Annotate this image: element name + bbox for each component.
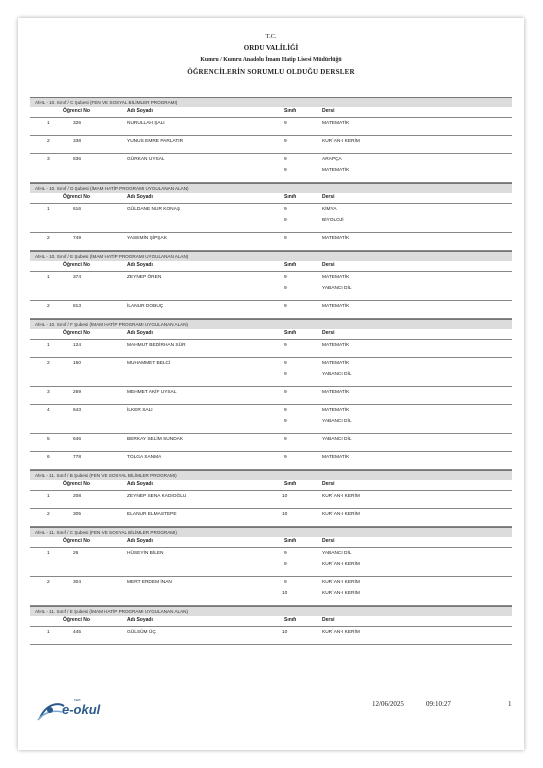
column-header-grade: Sınıfı [284,108,297,114]
page-title: ÖĞRENCİLERİN SORUMLU OLDUĞU DERSLER [187,68,355,76]
course-grade: 9 [284,551,287,556]
column-header-course: Dersi [322,538,335,544]
row-divider [30,232,512,233]
course-grade: 9 [284,580,287,585]
course-name: MATEMATİK [322,361,350,366]
course-grade: 9 [284,343,287,348]
row-divider [30,508,512,509]
student-name: GÜLDANE NUR KONAŞ [127,207,181,212]
course-name: BİYOLOJİ [322,218,344,223]
column-header-grade: Sınıfı [284,481,297,487]
row-index: 1 [47,630,50,635]
course-name: KUR`AN-I KERİM [322,562,360,567]
column-header-course: Dersi [322,330,335,336]
course-grade: 9 [284,419,287,424]
section-header: AİHL - 10. Sınıf / D Şubesi (İMAM HATİP PROGRAMI UYGULANAN ALAN) [30,183,512,193]
student-name: YASEMİN ŞİPŞAK [127,236,167,241]
course-name: YABANCI DİL [322,437,352,442]
column-header-name: Adı Soyadı [127,194,153,200]
row-divider [30,451,512,452]
section-header: AİHL - 11. Sınıf / B Şubesi (FEN VE SOSYAL BİLİMLER PROGRAMI) [30,470,512,480]
course-name: YABANCI DİL [322,372,352,377]
student-number: 749 [73,236,82,241]
student-number: 338 [73,139,82,144]
row-index: 2 [47,580,50,585]
student-name: MAHMUT BEDİRHAN SÜR [127,343,186,348]
column-header-divider [30,547,512,548]
student-number: 643 [73,408,82,413]
student-name: MERT ERDEM İNAN [127,580,172,585]
logo-caption: MEB [74,698,81,702]
column-header-divider [30,203,512,204]
course-grade: 9 [284,157,287,162]
student-number: 374 [73,275,82,280]
student-number: 778 [73,455,82,460]
student-number: 150 [73,361,82,366]
course-name: KİMYA [322,207,337,212]
student-name: MUHAMMET BELCİ [127,361,171,366]
student-number: 616 [73,207,82,212]
course-grade: 9 [284,408,287,413]
course-grade: 10 [282,591,288,596]
student-number: 305 [73,512,82,517]
course-name: YABANCI DİL [322,419,352,424]
row-index: 1 [47,551,50,556]
column-header-no: Öğrenci No [63,481,90,487]
student-number: 813 [73,304,82,309]
row-index: 2 [47,512,50,517]
column-header-divider [30,117,512,118]
student-number: 445 [73,630,82,635]
course-name: YABANCI DİL [322,551,352,556]
column-header-course: Dersi [322,194,335,200]
column-header-course: Dersi [322,481,335,487]
course-name: MATEMATİK [322,168,350,173]
e-okul-logo [36,698,106,724]
student-name: ZEYNEP ÖREN [127,275,162,280]
student-name: GÜRKAN UYSAL [127,157,165,162]
course-grade: 10 [282,630,288,635]
row-divider [30,576,512,577]
student-name: İLANUR DOBUÇ [127,304,164,309]
course-grade: 9 [284,304,287,309]
document-page [18,18,524,750]
column-header-no: Öğrenci No [63,194,90,200]
student-number: 304 [73,580,82,585]
row-index: 2 [47,139,50,144]
column-header-divider [30,490,512,491]
student-number: 326 [73,121,82,126]
section-header: AİHL - 11. Sınıf / C Şubesi (FEN VE SOSYAL BİLİMLER PROGRAMI) [30,527,512,537]
column-header-no: Öğrenci No [63,330,90,336]
column-header-row [30,193,512,202]
row-divider [30,433,512,434]
student-name: YUNUS EMRE PARLATIR [127,139,184,144]
course-grade: 9 [284,390,287,395]
column-header-course: Dersi [322,262,335,268]
student-name: NURULLAH ŞALI [127,121,165,126]
course-grade: 9 [284,168,287,173]
column-header-name: Adı Soyadı [127,538,153,544]
row-index: 1 [47,494,50,499]
course-name: KUR`AN-I KERİM [322,580,360,585]
row-divider [30,135,512,136]
row-index: 6 [47,455,50,460]
column-header-row [30,329,512,338]
column-header-grade: Sınıfı [284,262,297,268]
course-name: MATEMATİK [322,343,350,348]
column-header-grade: Sınıfı [284,330,297,336]
row-index: 1 [47,275,50,280]
column-header-course: Dersi [322,617,335,623]
course-grade: 9 [284,455,287,460]
column-header-row [30,616,512,625]
course-name: MATEMATİK [322,236,350,241]
column-header-divider [30,626,512,627]
row-divider [30,386,512,387]
student-number: 124 [73,343,82,348]
course-grade: 9 [284,121,287,126]
column-header-divider [30,339,512,340]
header-governorship: ORDU VALİLİĞİ [243,44,299,52]
section-header: AİHL - 10. Sınıf / E Şubesi (İMAM HATİP PROGRAMI UYGULANAN ALAN) [30,251,512,261]
course-name: ARAPÇA [322,157,342,162]
column-header-name: Adı Soyadı [127,262,153,268]
course-name: MATEMATİK [322,121,350,126]
column-header-grade: Sınıfı [284,194,297,200]
student-name: BERKAY SELİM SUNDAK [127,437,184,442]
course-grade: 9 [284,139,287,144]
student-name: TOLGA SANMA [127,455,162,460]
row-divider [30,153,512,154]
header-school: Kumru / Kumru Anadolu İmam Hatip Lisesi Müdürlüğü [200,57,342,63]
column-header-no: Öğrenci No [63,538,90,544]
column-header-name: Adı Soyadı [127,481,153,487]
course-name: MATEMATİK [322,304,350,309]
column-header-row [30,537,512,546]
page-number: 1 [508,700,512,708]
column-header-no: Öğrenci No [63,262,90,268]
course-grade: 9 [284,286,287,291]
course-name: MATEMATİK [322,455,350,460]
section-header: AİHL - 10. Sınıf / C Şubesi (FEN VE SOSYAL BİLİMLER PROGRAMI) [30,97,512,107]
row-index: 3 [47,157,50,162]
print-time: 09:10:27 [426,700,451,708]
course-name: MATEMATİK [322,408,350,413]
course-name: MATEMATİK [322,390,350,395]
row-index: 4 [47,408,50,413]
course-name: KUR`AN-I KERİM [322,630,360,635]
column-header-name: Adı Soyadı [127,330,153,336]
course-grade: 9 [284,218,287,223]
course-name: YABANCI DİL [322,286,352,291]
row-divider [30,404,512,405]
column-header-no: Öğrenci No [63,617,90,623]
course-grade: 9 [284,562,287,567]
course-name: KUR`AN-I KERİM [322,512,360,517]
section-header: AİHL - 10. Sınıf / F Şubesi (İMAM HATİP PROGRAMI UYGULANAN ALAN) [30,319,512,329]
student-number: 269 [73,390,82,395]
student-name: GÜLSÜM ÜÇ [127,630,156,635]
row-index: 1 [47,207,50,212]
row-index: 2 [47,304,50,309]
column-header-row [30,480,512,489]
row-index: 5 [47,437,50,442]
student-name: HÜSEYİN BİLEN [127,551,164,556]
column-header-grade: Sınıfı [284,538,297,544]
student-name: ZEYNEP SENA KADIOĞLU [127,494,187,499]
logo-text: e-okul [62,702,101,717]
section-header: AİHL - 11. Sınıf / E Şubesi (İMAM HATİP PROGRAMI UYGULANAN ALAN) [30,606,512,616]
course-grade: 9 [284,372,287,377]
column-header-name: Adı Soyadı [127,617,153,623]
student-number: 26 [73,551,79,556]
header-country: T.C. [265,33,277,40]
student-number: 836 [73,157,82,162]
column-header-grade: Sınıfı [284,617,297,623]
column-header-no: Öğrenci No [63,108,90,114]
row-divider [30,644,512,645]
row-divider [30,300,512,301]
row-index: 1 [47,121,50,126]
print-date: 12/06/2025 [372,700,404,708]
student-name: ELANUR ELMASTEPE [127,512,177,517]
course-grade: 10 [282,512,288,517]
course-name: MATEMATİK [322,275,350,280]
student-number: 208 [73,494,82,499]
course-grade: 9 [284,361,287,366]
course-name: KUR`AN-I KERİM [322,139,360,144]
student-name: İLKER SALI [127,408,153,413]
column-header-row [30,261,512,270]
course-grade: 9 [284,207,287,212]
row-index: 3 [47,390,50,395]
course-grade: 10 [282,494,288,499]
row-index: 2 [47,236,50,241]
row-divider [30,357,512,358]
course-name: KUR`AN-I KERİM [322,494,360,499]
course-grade: 9 [284,275,287,280]
course-name: KUR`AN-I KERİM [322,591,360,596]
column-header-name: Adı Soyadı [127,108,153,114]
column-header-divider [30,271,512,272]
student-number: 646 [73,437,82,442]
column-header-course: Dersi [322,108,335,114]
row-index: 1 [47,343,50,348]
column-header-row [30,107,512,116]
course-grade: 9 [284,437,287,442]
course-grade: 9 [284,236,287,241]
student-name: MEHMET AKİF UYSAL [127,390,177,395]
row-index: 2 [47,361,50,366]
